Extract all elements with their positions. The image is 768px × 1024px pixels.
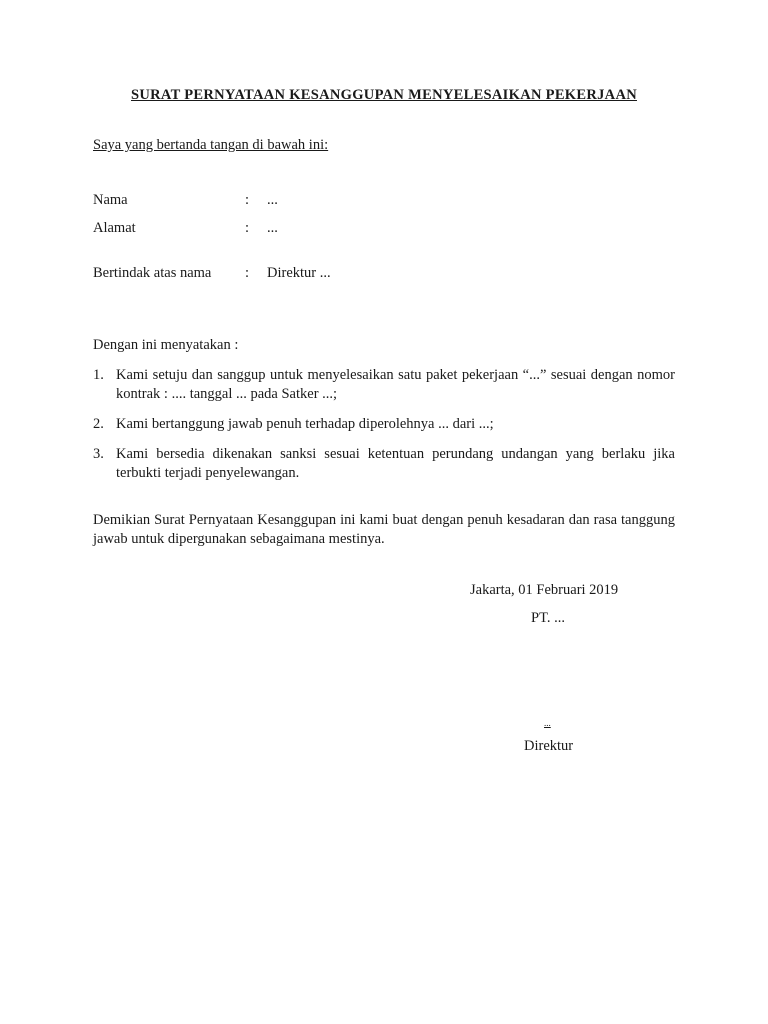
field-label: Alamat xyxy=(93,220,136,236)
statement-list xyxy=(93,366,675,494)
closing-paragraph: Demikian Surat Pernyataan Kesanggupan ini kami buat dengan penuh kesadaran dan rasa tanggung jawab untuk dipergunakan sebagaimana mestinya. xyxy=(93,512,675,547)
list-item xyxy=(93,445,675,483)
field-value: Direktur ... xyxy=(267,265,331,281)
list-text: Kami bersedia dikenakan sanksi sesuai ketentuan perundang undangan yang berlaku jika terbukti terjadi penyelewangan. xyxy=(116,446,675,481)
field-label: Bertindak atas nama xyxy=(93,265,212,281)
list-number: 2. xyxy=(93,416,104,432)
list-item xyxy=(93,415,675,434)
intro-text: Saya yang bertanda tangan di bawah ini: xyxy=(93,137,329,153)
statement-heading: Dengan ini menyatakan : xyxy=(93,337,239,353)
field-colon: : xyxy=(245,265,250,281)
field-value: ... xyxy=(267,192,278,208)
signature-company: PT. ... xyxy=(531,610,565,626)
list-item xyxy=(93,366,675,404)
field-colon: : xyxy=(245,192,250,208)
signature-role: Direktur xyxy=(524,738,574,754)
list-number: 1. xyxy=(93,367,104,383)
field-label: Nama xyxy=(93,192,128,208)
list-text: Kami bertanggung jawab penuh terhadap diperolehnya ... dari ...; xyxy=(116,416,494,432)
signature-place-date: Jakarta, 01 Februari 2019 xyxy=(470,582,619,598)
signature-name: ... xyxy=(544,718,551,728)
list-number: 3. xyxy=(93,446,104,462)
field-value: ... xyxy=(267,220,278,236)
field-colon: : xyxy=(245,220,250,236)
list-text: Kami setuju dan sanggup untuk menyelesaikan satu paket pekerjaan “...” sesuai dengan nomor kontrak : .... tanggal ... pada Satker ...; xyxy=(116,367,675,402)
document-title: SURAT PERNYATAAN KESANGGUPAN MENYELESAIKAN PEKERJAAN xyxy=(131,87,637,103)
